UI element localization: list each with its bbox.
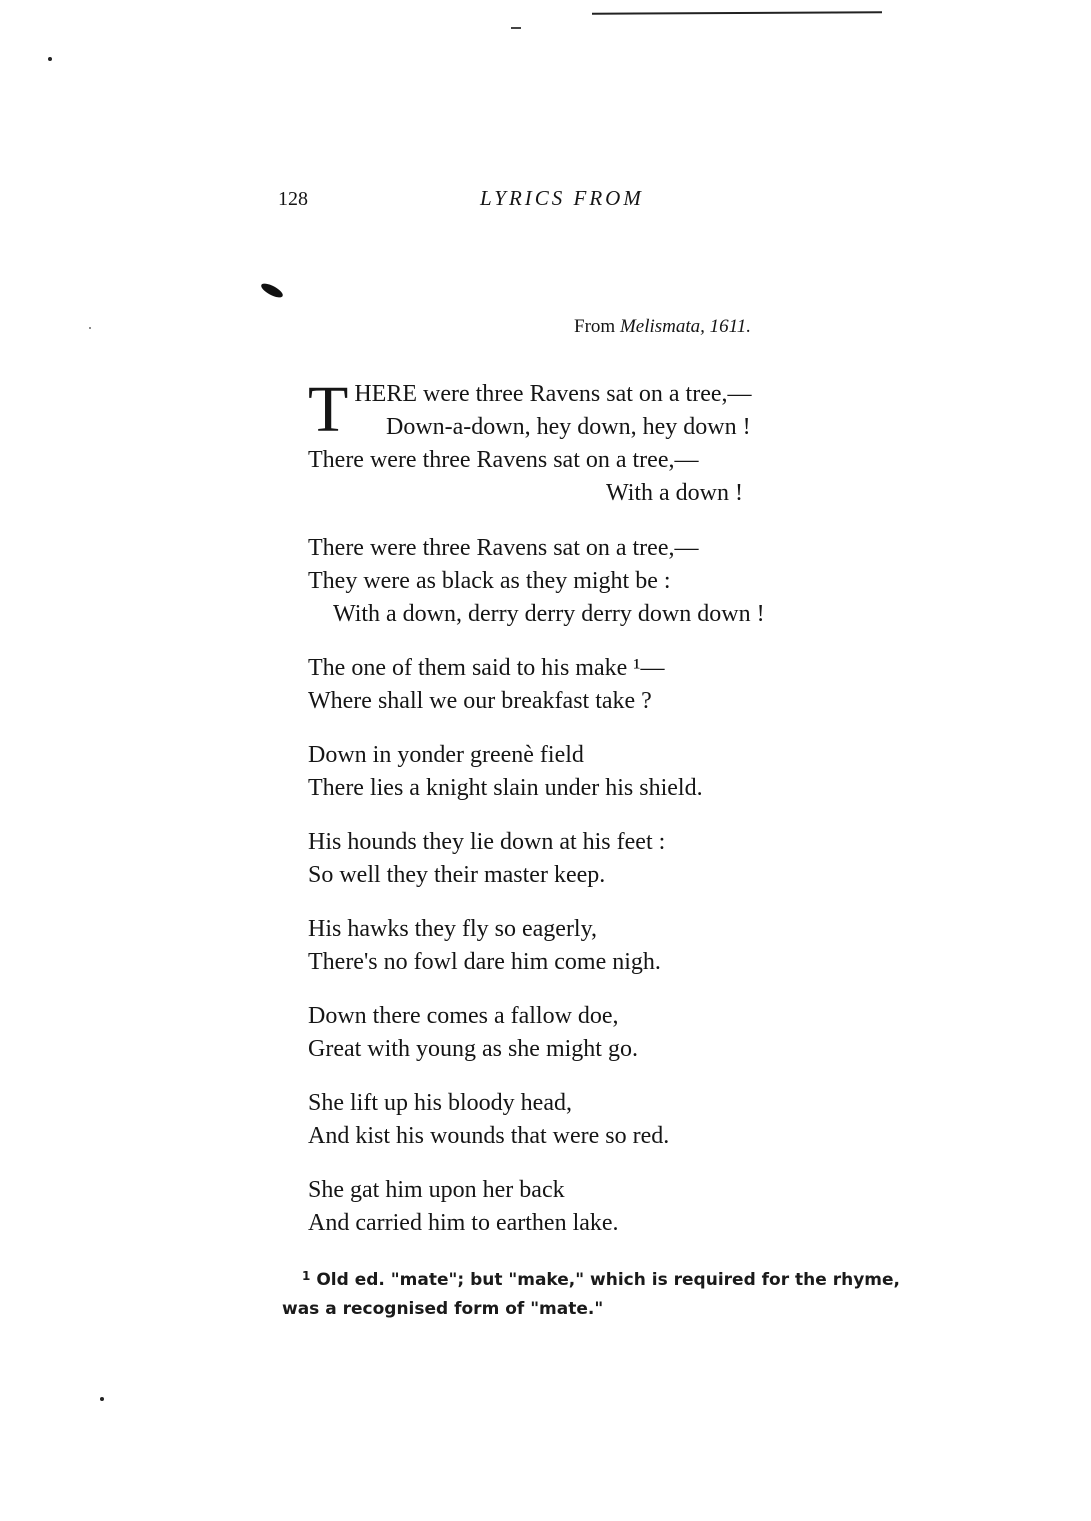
scan-speck xyxy=(100,1397,104,1401)
poem-line: There were three Ravens sat on a tree,— xyxy=(308,447,699,473)
poem-line: HERE were three Ravens sat on a tree,— xyxy=(354,381,752,407)
ink-smudge xyxy=(259,281,284,300)
stanza xyxy=(308,1087,968,1153)
footnote-text: Old ed. "mate"; but "make," which is required for the rhyme, was a recognised form of "mate." xyxy=(282,1270,900,1319)
source-year: 1611. xyxy=(709,316,751,337)
poem-line: And carried him to earthen lake. xyxy=(308,1210,619,1236)
poem-line: So well they their master keep. xyxy=(308,862,606,888)
stanza xyxy=(308,373,968,510)
poem-line: Great with young as she might go. xyxy=(308,1036,638,1062)
poem-line: There's no fowl dare him come nigh. xyxy=(308,949,661,975)
poem-line: His hawks they fly so eagerly, xyxy=(308,916,598,942)
source-prefix: From xyxy=(574,316,616,337)
poem-line: She lift up his bloody head, xyxy=(308,1090,572,1116)
poem-line: Down-a-down, hey down, hey down ! xyxy=(386,414,751,440)
poem-line: The one of them said to his make ¹— xyxy=(308,655,665,681)
scan-dot xyxy=(89,327,91,329)
stanza xyxy=(308,826,968,892)
drop-cap: T xyxy=(308,373,349,446)
page-number: 128 xyxy=(278,188,308,210)
poem-line: Down there comes a fallow doe, xyxy=(308,1003,619,1029)
scan-rule-mark xyxy=(592,11,882,15)
stanza xyxy=(308,739,968,805)
source-attribution xyxy=(574,316,751,338)
source-title: Melismata, xyxy=(619,316,705,337)
stanza xyxy=(308,532,968,631)
poem-line: And kist his wounds that were so red. xyxy=(308,1123,670,1149)
running-head: LYRICS FROM xyxy=(480,186,644,210)
scan-dash-mark xyxy=(511,27,521,29)
poem-line: There lies a knight slain under his shield. xyxy=(308,775,703,801)
stanza xyxy=(308,1000,968,1066)
footnote-marker: 1 xyxy=(302,1269,311,1283)
footnote xyxy=(282,1262,942,1324)
stanza xyxy=(308,652,968,718)
poem-line: With a down ! xyxy=(606,480,744,506)
poem-line: His hounds they lie down at his feet : xyxy=(308,829,666,855)
stanza xyxy=(308,1174,968,1240)
poem-line: They were as black as they might be : xyxy=(308,568,671,594)
poem-line: Where shall we our breakfast take ? xyxy=(308,688,652,714)
poem-line: With a down, derry derry derry down down ! xyxy=(333,601,765,627)
stanza xyxy=(308,913,968,979)
poem xyxy=(308,373,968,1261)
scan-speck xyxy=(48,57,52,61)
poem-line: Down in yonder greenè field xyxy=(308,742,584,768)
poem-line: There were three Ravens sat on a tree,— xyxy=(308,535,699,561)
poem-line: She gat him upon her back xyxy=(308,1177,565,1203)
